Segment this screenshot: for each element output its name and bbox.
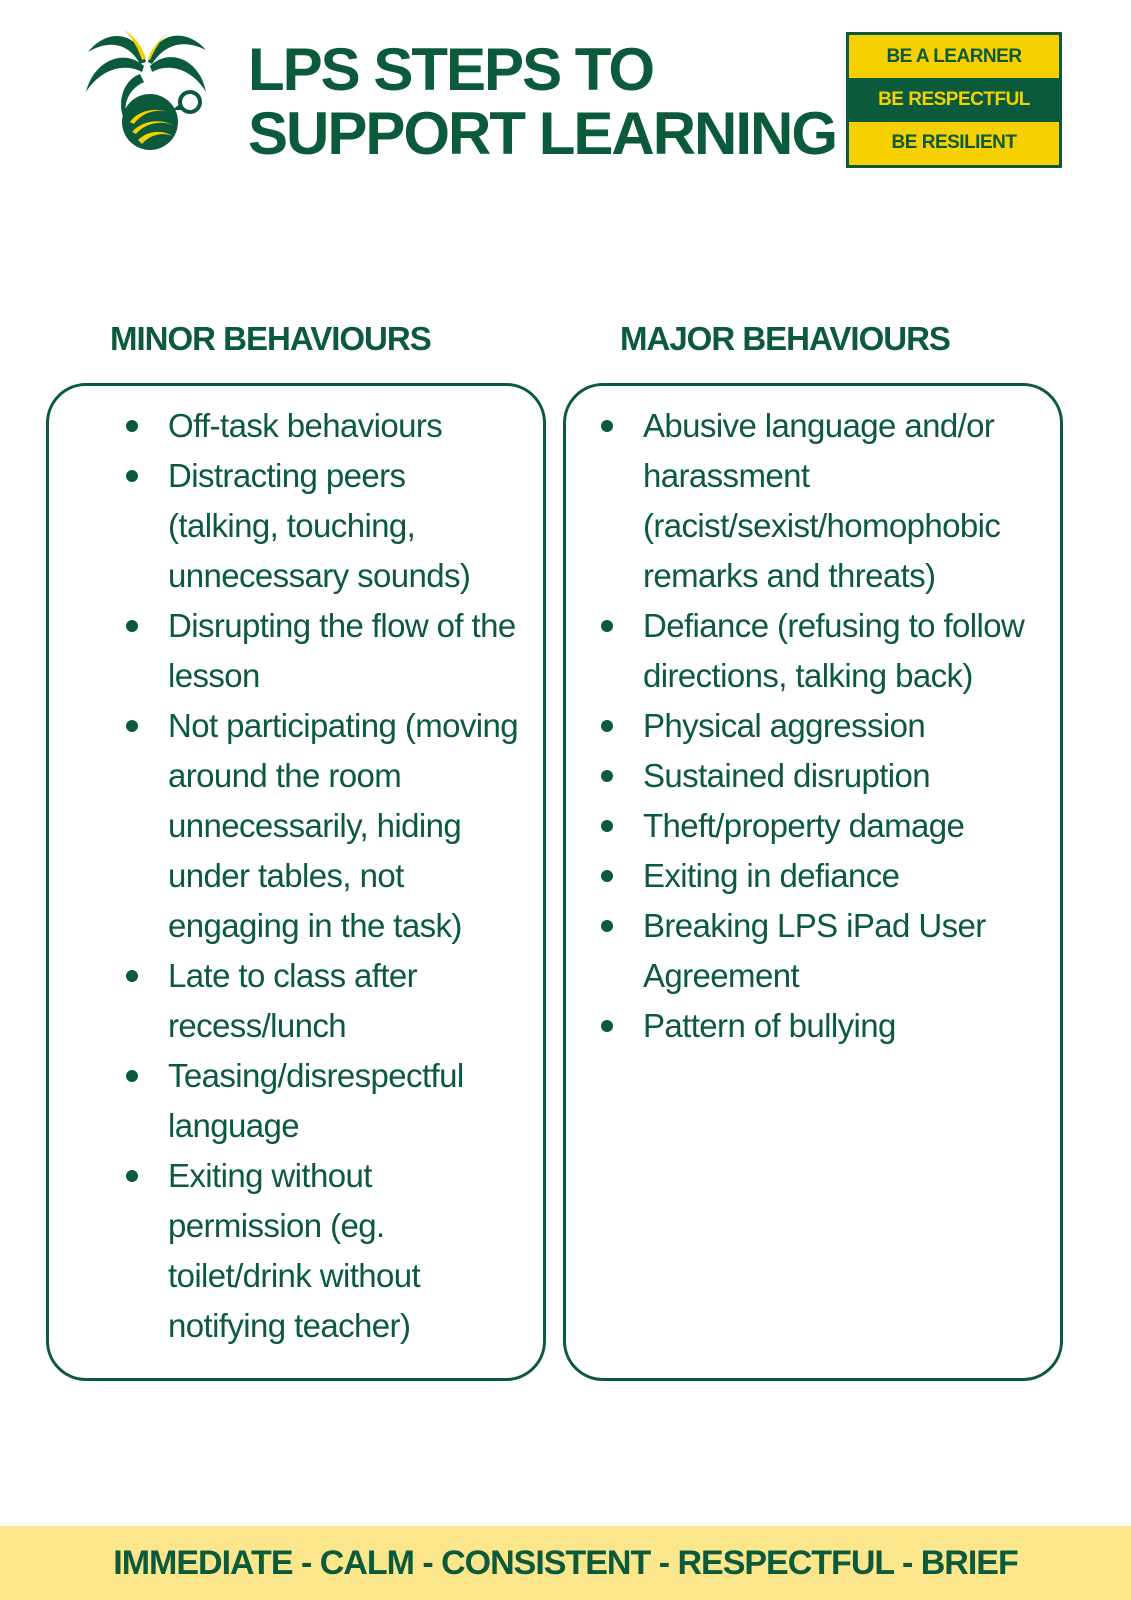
list-item: Off-task behaviours bbox=[124, 401, 523, 451]
value-be-respectful: BE RESPECTFUL bbox=[849, 78, 1059, 121]
list-item: Exiting in defiance bbox=[599, 851, 1040, 901]
list-item: Abusive language and/or harassment (racist/sexist/homophobic remarks and threats) bbox=[599, 401, 1040, 601]
value-be-a-learner: BE A LEARNER bbox=[849, 35, 1059, 78]
list-item: Disrupting the flow of the lesson bbox=[124, 601, 523, 701]
list-item: Breaking LPS iPad User Agreement bbox=[599, 901, 1040, 1001]
major-behaviours-heading: MAJOR BEHAVIOURS bbox=[620, 320, 950, 357]
major-behaviours-list bbox=[599, 401, 1040, 1051]
school-values-badge bbox=[846, 32, 1062, 168]
footer-motto: IMMEDIATE - CALM - CONSISTENT - RESPECTFUL - BRIEF bbox=[113, 1543, 1018, 1582]
title-line-1: LPS STEPS TO bbox=[248, 36, 653, 103]
page-title bbox=[248, 38, 836, 166]
list-item: Distracting peers (talking, touching, unnecessary sounds) bbox=[124, 451, 523, 601]
list-item: Physical aggression bbox=[599, 701, 1040, 751]
value-be-resilient: BE RESILIENT bbox=[849, 122, 1059, 165]
footer-banner bbox=[0, 1526, 1131, 1600]
minor-behaviours-heading: MINOR BEHAVIOURS bbox=[110, 320, 431, 357]
title-line-2: SUPPORT LEARNING bbox=[248, 100, 837, 167]
list-item: Late to class after recess/lunch bbox=[124, 951, 523, 1051]
list-item: Teasing/disrespectful language bbox=[124, 1051, 523, 1151]
minor-behaviours-list bbox=[124, 401, 523, 1351]
major-behaviours-box bbox=[563, 383, 1063, 1381]
minor-behaviours-box bbox=[46, 383, 546, 1381]
list-item: Theft/property damage bbox=[599, 801, 1040, 851]
list-item: Sustained disruption bbox=[599, 751, 1040, 801]
school-crest-icon bbox=[78, 22, 213, 187]
list-item: Pattern of bullying bbox=[599, 1001, 1040, 1051]
list-item: Defiance (refusing to follow directions, talking back) bbox=[599, 601, 1040, 701]
list-item: Exiting without permission (eg. toilet/drink without notifying teacher) bbox=[124, 1151, 523, 1351]
school-logo bbox=[78, 22, 213, 187]
list-item: Not participating (moving around the room unnecessarily, hiding under tables, not engaging in the task) bbox=[124, 701, 523, 951]
